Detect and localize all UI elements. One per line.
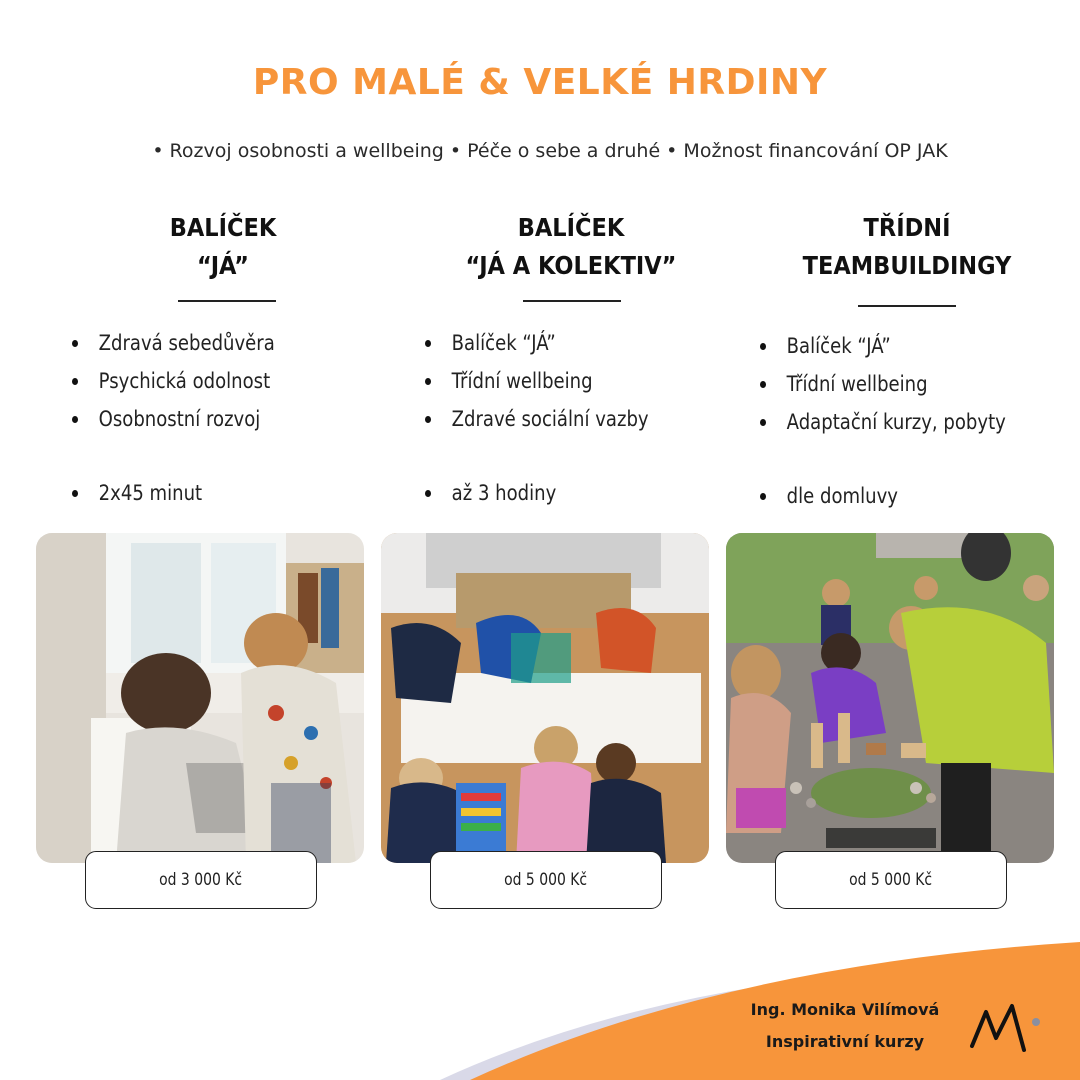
package-duration bbox=[72, 474, 202, 512]
price-text: od 5 000 Kč bbox=[504, 870, 588, 890]
page-subtitle: • Rozvoj osobnosti a wellbeing • Péče o sebe a druhé • Možnost financování OP JAK bbox=[152, 140, 948, 162]
monika-logo-icon bbox=[966, 1000, 1046, 1056]
package-heading-line2: TEAMBUILDINGY bbox=[802, 251, 1012, 280]
list-item: Adaptační kurzy, pobyty bbox=[760, 403, 1006, 441]
package-features-list bbox=[760, 327, 1006, 441]
price-label-ja bbox=[85, 851, 317, 909]
package-features-list bbox=[425, 324, 649, 438]
duration-item: 2x45 minut bbox=[72, 474, 202, 512]
price-label-ja-kolektiv bbox=[430, 851, 662, 909]
price-text: od 3 000 Kč bbox=[159, 870, 243, 890]
package-heading-line1: BALÍČEK bbox=[169, 213, 277, 242]
photo-children-writing bbox=[36, 533, 364, 863]
package-duration bbox=[425, 474, 556, 512]
duration-item: až 3 hodiny bbox=[425, 474, 556, 512]
package-heading-teambuilding bbox=[757, 209, 1057, 285]
package-heading-line2: “JÁ” bbox=[197, 251, 249, 280]
package-heading-ja bbox=[123, 209, 323, 285]
list-item: Zdravé sociální vazby bbox=[425, 400, 649, 438]
list-item: Osobnostní rozvoj bbox=[72, 400, 275, 438]
package-features-list bbox=[72, 324, 275, 438]
list-item: Balíček “JÁ” bbox=[760, 327, 1006, 365]
list-item: Zdravá sebedůvěra bbox=[72, 324, 275, 362]
list-item: Třídní wellbeing bbox=[760, 365, 1006, 403]
photo-children-on-floor bbox=[381, 533, 709, 863]
price-text: od 5 000 Kč bbox=[849, 870, 933, 890]
page-title: PRO MALÉ & VELKÉ HRDINY bbox=[252, 62, 828, 103]
photo-children-outdoor-building bbox=[726, 533, 1054, 863]
author-tagline: Inspirativní kurzy bbox=[765, 1032, 925, 1051]
heading-divider bbox=[858, 305, 956, 307]
price-label-teambuilding bbox=[775, 851, 1007, 909]
package-heading-line2: “JÁ A KOLEKTIV” bbox=[465, 251, 677, 280]
package-duration bbox=[760, 477, 898, 515]
package-heading-line1: BALÍČEK bbox=[517, 213, 625, 242]
heading-divider bbox=[523, 300, 621, 302]
package-heading-line1: TŘÍDNÍ bbox=[863, 213, 951, 242]
list-item: Třídní wellbeing bbox=[425, 362, 649, 400]
list-item: Psychická odolnost bbox=[72, 362, 275, 400]
package-heading-ja-kolektiv bbox=[421, 209, 721, 285]
duration-item: dle domluvy bbox=[760, 477, 898, 515]
heading-divider bbox=[178, 300, 276, 302]
list-item: Balíček “JÁ” bbox=[425, 324, 649, 362]
author-name: Ing. Monika Vilímová bbox=[750, 1000, 940, 1019]
